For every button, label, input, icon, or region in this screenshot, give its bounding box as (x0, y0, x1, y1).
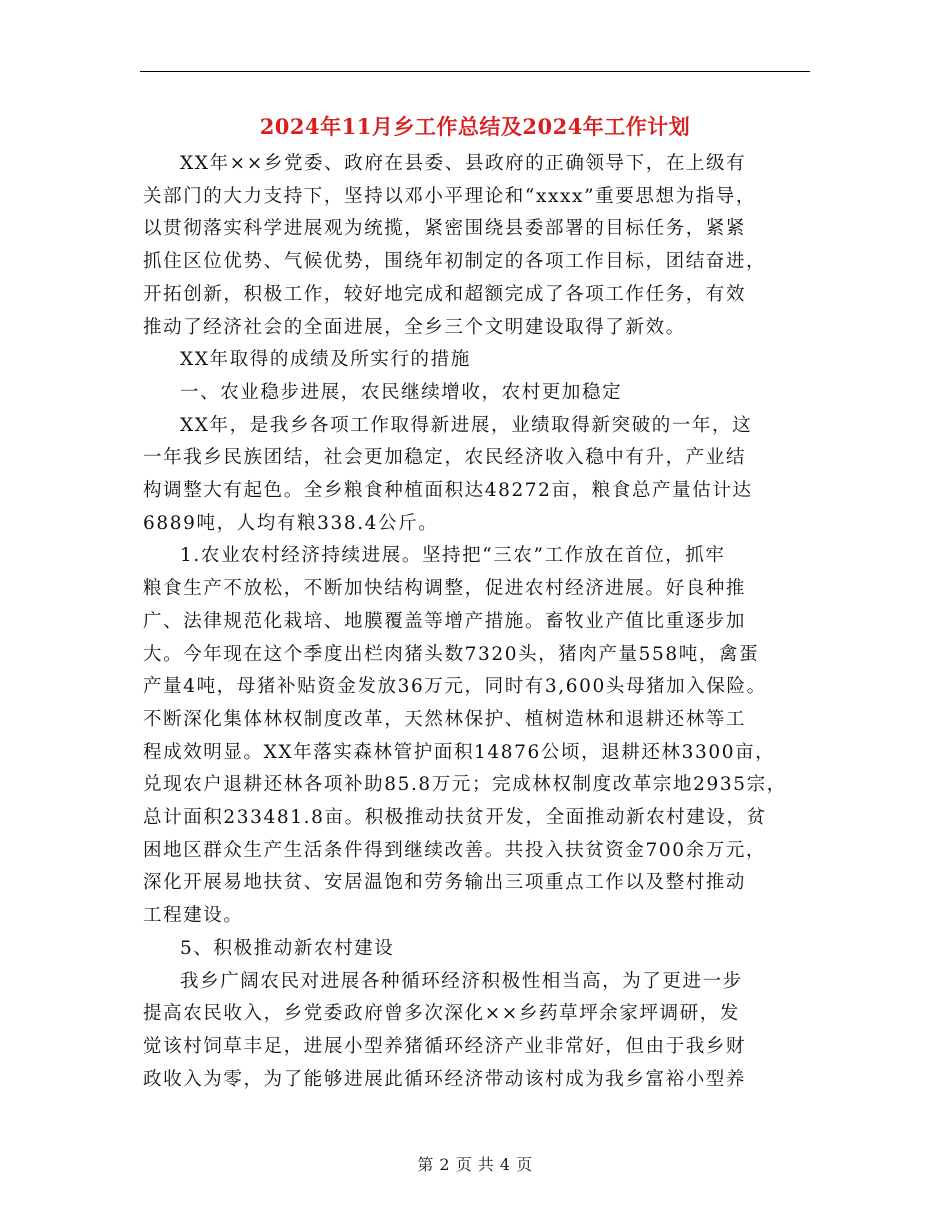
page-footer: 第 2 页 共 4 页 (417, 1155, 533, 1174)
paragraph-heading-new-village: 5、积极推动新农村建设 (180, 937, 395, 959)
paragraph-circular-economy: 我乡广阔农民对进展各种循环经济积极性相当高，为了更进一步 提高农民收入，乡党委政府曾多次深化××乡药草坪余家坪调研，发 觉该村饲草丰足，进展小型养猪循环经济产业非常好，但由于我乡财 政收入为零，为了能够进展此循环经济带动该村成为我乡富裕小型养 (143, 970, 747, 1090)
paragraph-heading-achievements: XX年取得的成绩及所实行的措施 (180, 349, 471, 371)
paragraph-intro: XX年××乡党委、政府在县委、县政府的正确领导下，在上级有 关部门的大力支持下，坚持以邓小平理论和“xxxx”重要思想为指导， 以贯彻落实科学进展观为统揽，紧密围绕县委部署的目标任务，紧紧 抓住区位优势、气候优势，围绕年初制定的各项工作目标，团结奋进， 开拓创新，积极工作，较好地完成和超额完成了各项工作任务，有效 推动了经济社会的全面进展，全乡三个文明建设取得了新效。 (143, 153, 767, 338)
header-rule (140, 71, 810, 72)
document-title: 2024年11月乡工作总结及2024年工作计划 (259, 114, 691, 139)
document-body (143, 148, 823, 1096)
paragraph-rural-economy: 1.农业农村经济持续进展。坚持把“三农”工作放在首位，抓牢 粮食生产不放松，不断加快结构调整，促进农村经济进展。好良种推 广、法律规范化栽培、地膜覆盖等增产措施。畜牧业产值比重逐步加 大。今年现在这个季度出栏肉猪头数7320头，猪肉产量558吨，禽蛋 产量4吨，母猪补贴资金发放36万元，同时有3,600头母猪加入保险。 不断深化集体林权制度改革，天然林保护、植树造林和退耕还林等工 程成效明显。XX年落实森林管护面积14876公顷，退耕还林3300亩， 兑现农户退耕还林各项补助85.8万元；完成林权制度改革宗地2935宗， 总计面积233481.8亩。积极推动扶贫开发，全面推动新农村建设，贫 困地区群众生产生活条件得到继续改善。共投入扶贫资金700余万元， 深化开展易地扶贫、安居温饱和劳务输出三项重点工作以及整村推动 工程建设。 (143, 545, 787, 927)
paragraph-year-summary: XX年，是我乡各项工作取得新进展，业绩取得新突破的一年，这 一年我乡民族团结，社会更加稳定，农民经济收入稳中有升，产业结 构调整大有起色。全乡粮食种植面积达48272亩，粮食总产量估计达 6889吨，人均有粮338.4公斤。 (143, 414, 753, 534)
paragraph-heading-agriculture: 一、农业稳步进展，农民继续增收，农村更加稳定 (180, 381, 623, 403)
